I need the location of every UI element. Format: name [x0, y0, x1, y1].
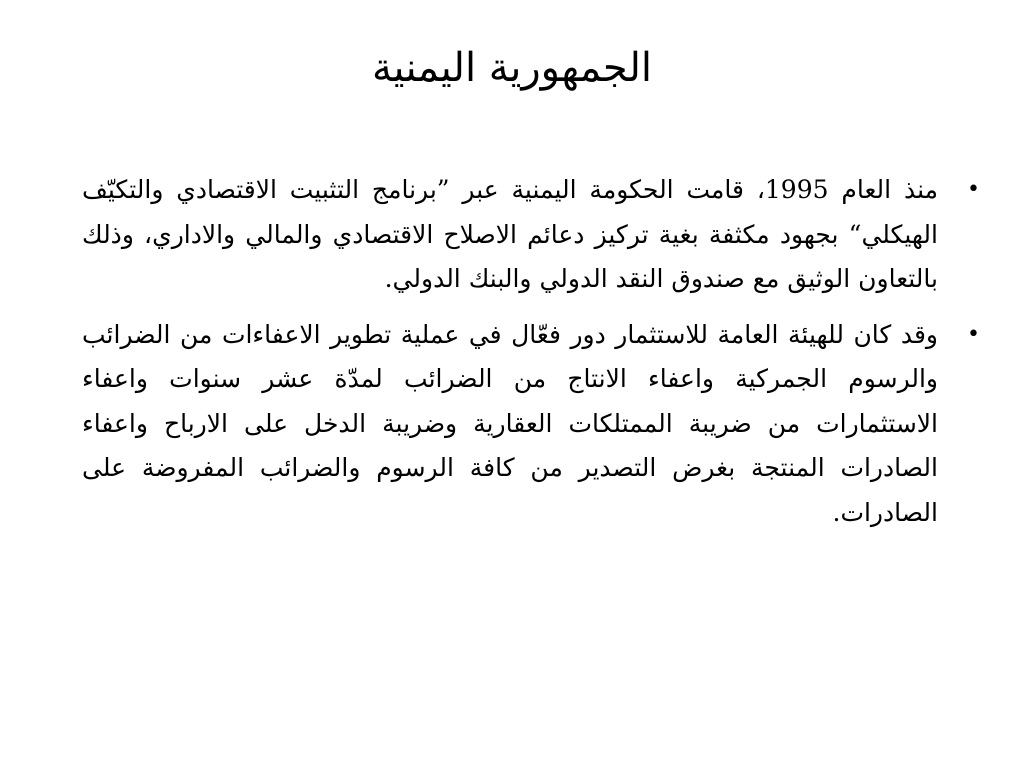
bullet-text: منذ العام 1995، قامت الحكومة اليمنية عبر ”برنامج التثبيت الاقتصادي والتكيّف الهيكلي“ بجهود مكثفة بغية تركيز دعائم الاصلاح الاقتصادي والمالي والاداري، وذلك بالتعاون الوثيق مع صندوق النقد الدولي والبنك الدولي. — [82, 175, 939, 293]
bullet-text: وقد كان للهيئة العامة للاستثمار دور فعّال في عملية تطوير الاعفاءات من الضرائب والرسوم الجمركية واعفاء الانتاج من الضرائب لمدّة عشر سنوات واعفاء الاستثمارات من ضريبة الممتلكات العقارية وضريبة الدخل على الارباح واعفاء الصادرات المنتجة بغرض التصدير من كافة الرسوم والضرائب المفروضة على الصادرات. — [82, 319, 938, 527]
slide-title: الجمهورية اليمنية — [371, 45, 653, 91]
bullet-icon: • — [967, 321, 980, 347]
bullet-list — [82, 168, 980, 546]
bullet-item — [82, 168, 980, 302]
bullet-icon: • — [967, 177, 980, 202]
bullet-item — [82, 313, 980, 536]
